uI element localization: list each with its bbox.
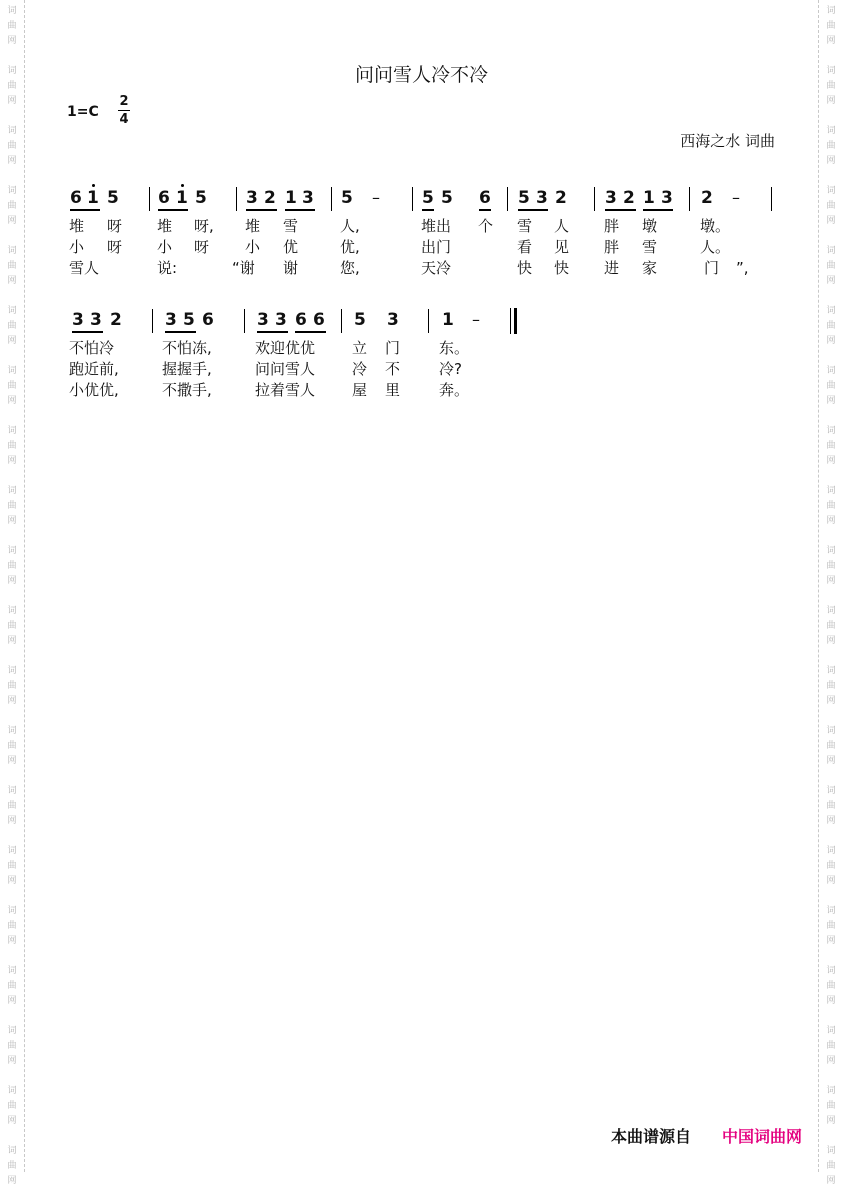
note: 2 <box>701 188 713 208</box>
watermark-char: 词 <box>826 6 836 16</box>
watermark-char: 网 <box>826 756 836 766</box>
watermark-char: 网 <box>7 696 17 706</box>
watermark-char: 曲 <box>7 861 17 871</box>
watermark-stamp <box>0 904 24 949</box>
watermark-stamp <box>0 424 24 469</box>
lyric: “谢 <box>232 259 255 277</box>
watermark-char: 网 <box>7 96 17 106</box>
watermark-char: 曲 <box>7 741 17 751</box>
watermark-char: 网 <box>7 216 17 226</box>
lyric: 握握手, <box>162 360 212 378</box>
lyric: 雪人 <box>69 259 100 277</box>
note: 5 <box>341 188 353 208</box>
watermark-stamp <box>0 544 24 589</box>
watermark-char: 词 <box>826 426 836 436</box>
lyric: 堆 <box>245 217 261 235</box>
note: 5 <box>183 310 195 330</box>
lyric: 里 <box>385 381 401 399</box>
watermark-char: 曲 <box>826 141 836 151</box>
lyric: 不 <box>385 360 401 378</box>
watermark-char: 曲 <box>826 621 836 631</box>
watermark-char: 曲 <box>826 381 836 391</box>
watermark-char: 词 <box>7 726 17 736</box>
note: 6 <box>295 310 307 330</box>
watermark-char: 词 <box>826 1146 836 1156</box>
lyric: 小 <box>245 238 261 256</box>
site-name-link[interactable]: 中国词曲网 <box>722 1127 803 1146</box>
watermark-stamp <box>0 484 24 529</box>
lyric: 不怕冻, <box>162 339 212 357</box>
time-denominator: 4 <box>119 112 129 127</box>
watermark-char: 曲 <box>826 681 836 691</box>
lyric: 问问雪人 <box>255 360 316 378</box>
lyric: 胖 <box>604 238 620 256</box>
lyric: 人 <box>554 217 570 235</box>
watermark-char: 曲 <box>826 1041 836 1051</box>
lyric: 优, <box>340 238 360 256</box>
watermark-char: 曲 <box>7 381 17 391</box>
bar-line <box>236 187 237 211</box>
watermark-char: 网 <box>826 396 836 406</box>
lyric: 出门 <box>421 238 452 256</box>
lyric: 胖 <box>604 217 620 235</box>
lyric: 见 <box>554 238 570 256</box>
lyric: 个 <box>478 217 494 235</box>
lyric: 小优优, <box>69 381 119 399</box>
bar-line <box>149 187 150 211</box>
note: 3 <box>302 188 314 208</box>
watermark-char: 曲 <box>826 861 836 871</box>
watermark-char: 网 <box>7 636 17 646</box>
watermark-char: 词 <box>7 306 17 316</box>
lyric: 不怕冷 <box>69 339 115 357</box>
watermark-char: 网 <box>826 1116 836 1126</box>
lyric: 奔。 <box>439 381 470 399</box>
lyric: 堆出 <box>421 217 452 235</box>
bar-line <box>689 187 690 211</box>
watermark-stamp <box>819 1084 843 1129</box>
watermark-char: 曲 <box>7 81 17 91</box>
watermark-char: 网 <box>826 456 836 466</box>
note: 1 <box>643 188 655 208</box>
lyric: 冷? <box>439 360 462 378</box>
watermark-stamp <box>0 124 24 169</box>
watermark-char: 网 <box>7 996 17 1006</box>
watermark-char: 曲 <box>826 801 836 811</box>
watermark-char: 曲 <box>826 1101 836 1111</box>
watermark-stamp <box>819 844 843 889</box>
song-title: 问问雪人冷不冷 <box>354 64 488 86</box>
watermark-char: 曲 <box>7 681 17 691</box>
note: 3 <box>165 310 177 330</box>
watermark-char: 词 <box>826 66 836 76</box>
watermark-char: 曲 <box>7 1041 17 1051</box>
watermark-char: 词 <box>826 906 836 916</box>
watermark-char: 词 <box>7 66 17 76</box>
watermark-char: 曲 <box>7 981 17 991</box>
watermark-char: 词 <box>826 1026 836 1036</box>
watermark-char: 词 <box>7 486 17 496</box>
note: 2 <box>110 310 122 330</box>
octave-dot <box>92 184 95 187</box>
eighth-beam <box>422 209 434 211</box>
watermark-char: 曲 <box>826 561 836 571</box>
source-label: 本曲谱源自 <box>611 1127 692 1146</box>
watermark-char: 曲 <box>7 501 17 511</box>
time-numerator: 2 <box>119 94 129 109</box>
watermark-char: 词 <box>7 846 17 856</box>
final-bar-thick <box>514 308 517 334</box>
watermark-char: 曲 <box>7 921 17 931</box>
watermark-char: 网 <box>7 36 17 46</box>
watermark-char: 网 <box>7 1056 17 1066</box>
watermark-stamp <box>819 244 843 289</box>
watermark-char: 网 <box>826 996 836 1006</box>
watermark-char: 网 <box>7 756 17 766</box>
watermark-char: 曲 <box>826 441 836 451</box>
watermark-char: 网 <box>826 636 836 646</box>
watermark-char: 网 <box>826 1176 836 1186</box>
note: 6 <box>479 188 491 208</box>
watermark-char: 词 <box>7 666 17 676</box>
lyric: 立 <box>352 339 368 357</box>
watermark-char: 曲 <box>7 141 17 151</box>
bar-line <box>428 309 429 333</box>
lyric: 谢 <box>283 259 299 277</box>
lyric: 快 <box>554 259 570 277</box>
watermark-char: 网 <box>826 576 836 586</box>
watermark-char: 曲 <box>7 201 17 211</box>
eighth-beam <box>643 209 673 211</box>
watermark-stamp <box>819 424 843 469</box>
watermark-char: 网 <box>7 936 17 946</box>
watermark-char: 曲 <box>7 561 17 571</box>
watermark-char: 词 <box>826 366 836 376</box>
note: 3 <box>661 188 673 208</box>
composer-credit: 西海之水 词曲 <box>680 132 775 150</box>
note: 6 <box>202 310 214 330</box>
note: 5 <box>422 188 434 208</box>
lyric: 门 <box>385 339 401 357</box>
bar-line <box>771 187 772 211</box>
time-signature <box>118 94 130 127</box>
watermark-stamp <box>0 604 24 649</box>
lyric: 家 <box>642 259 658 277</box>
watermark-stamp <box>819 304 843 349</box>
watermark-char: 词 <box>7 1026 17 1036</box>
eighth-beam <box>479 209 491 211</box>
watermark-char: 网 <box>7 816 17 826</box>
watermark-stamp <box>819 124 843 169</box>
watermark-stamp <box>819 724 843 769</box>
watermark-char: 网 <box>7 276 17 286</box>
watermark-char: 词 <box>7 186 17 196</box>
note: 1 <box>285 188 297 208</box>
watermark-char: 词 <box>826 966 836 976</box>
note: 3 <box>90 310 102 330</box>
note: 1 <box>87 188 99 208</box>
lyric: 雪 <box>517 217 533 235</box>
lyric: 冷 <box>352 360 368 378</box>
watermark-stamp <box>0 844 24 889</box>
octave-dot <box>181 184 184 187</box>
bar-line <box>244 309 245 333</box>
watermark-stamp <box>819 1024 843 1069</box>
watermark-char: 网 <box>7 456 17 466</box>
lyric: 墩。 <box>700 217 731 235</box>
key-signature: 1=C <box>67 104 99 120</box>
dash: – <box>472 310 480 329</box>
watermark-char: 曲 <box>826 21 836 31</box>
watermark-char: 网 <box>826 156 836 166</box>
watermark-char: 网 <box>826 936 836 946</box>
watermark-char: 网 <box>7 516 17 526</box>
watermark-char: 曲 <box>826 1161 836 1171</box>
lyric: 堆 <box>69 217 85 235</box>
watermark-char: 曲 <box>7 261 17 271</box>
watermark-stamp <box>0 244 24 289</box>
watermark-char: 网 <box>7 336 17 346</box>
bar-line <box>331 187 332 211</box>
watermark-char: 曲 <box>7 621 17 631</box>
watermark-char: 曲 <box>7 1101 17 1111</box>
right-margin-strip <box>818 0 843 1186</box>
lyric: 屋 <box>352 381 368 399</box>
lyric: 墩 <box>642 217 658 235</box>
watermark-char: 词 <box>7 6 17 16</box>
watermark-stamp <box>0 1144 24 1189</box>
note: 6 <box>313 310 325 330</box>
watermark-char: 词 <box>826 126 836 136</box>
watermark-char: 词 <box>7 966 17 976</box>
lyric: 雪 <box>283 217 299 235</box>
watermark-char: 词 <box>7 786 17 796</box>
lyric: 拉着雪人 <box>255 381 316 399</box>
lyric: 小 <box>157 238 173 256</box>
note: 3 <box>72 310 84 330</box>
eighth-beam <box>285 209 315 211</box>
watermark-stamp <box>819 364 843 409</box>
eighth-beam <box>257 331 288 333</box>
note: 3 <box>387 310 399 330</box>
watermark-char: 词 <box>7 366 17 376</box>
watermark-char: 网 <box>826 36 836 46</box>
watermark-stamp <box>0 724 24 769</box>
watermark-char: 网 <box>826 876 836 886</box>
note: 5 <box>354 310 366 330</box>
watermark-char: 词 <box>826 786 836 796</box>
watermark-stamp <box>819 964 843 1009</box>
watermark-stamp <box>819 784 843 829</box>
watermark-char: 词 <box>7 126 17 136</box>
watermark-char: 曲 <box>826 201 836 211</box>
note: 3 <box>275 310 287 330</box>
watermark-char: 词 <box>826 606 836 616</box>
watermark-stamp <box>819 184 843 229</box>
lyric: ”, <box>736 259 749 277</box>
watermark-char: 曲 <box>7 21 17 31</box>
watermark-char: 网 <box>7 396 17 406</box>
watermark-char: 网 <box>7 1116 17 1126</box>
watermark-stamp <box>819 484 843 529</box>
lyric: 呀 <box>107 217 123 235</box>
watermark-char: 网 <box>826 336 836 346</box>
lyric: 雪 <box>642 238 658 256</box>
watermark-char: 词 <box>826 186 836 196</box>
eighth-beam <box>165 331 196 333</box>
watermark-stamp <box>0 184 24 229</box>
watermark-char: 曲 <box>7 801 17 811</box>
note: 6 <box>158 188 170 208</box>
note: 5 <box>441 188 453 208</box>
watermark-char: 词 <box>826 726 836 736</box>
dash: – <box>732 188 740 207</box>
lyric: 欢迎优优 <box>255 339 316 357</box>
note: 2 <box>555 188 567 208</box>
eighth-beam <box>246 209 277 211</box>
watermark-char: 词 <box>826 306 836 316</box>
lyric: 小 <box>69 238 85 256</box>
watermark-stamp <box>819 604 843 649</box>
watermark-char: 网 <box>826 816 836 826</box>
lyric: 人。 <box>700 238 731 256</box>
watermark-char: 曲 <box>826 321 836 331</box>
eighth-beam <box>72 331 103 333</box>
watermark-char: 网 <box>7 876 17 886</box>
watermark-stamp <box>0 784 24 829</box>
dash: – <box>372 188 380 207</box>
lyric: 呀, <box>194 217 214 235</box>
watermark-char: 网 <box>826 216 836 226</box>
note: 2 <box>623 188 635 208</box>
left-margin-strip <box>0 0 25 1186</box>
watermark-char: 词 <box>7 1146 17 1156</box>
lyric: 人, <box>340 217 360 235</box>
watermark-char: 曲 <box>826 81 836 91</box>
watermark-char: 词 <box>826 666 836 676</box>
lyric: 堆 <box>157 217 173 235</box>
watermark-char: 曲 <box>7 321 17 331</box>
watermark-stamp <box>819 4 843 49</box>
watermark-char: 词 <box>7 1086 17 1096</box>
note: 2 <box>264 188 276 208</box>
watermark-char: 词 <box>7 906 17 916</box>
watermark-char: 词 <box>826 546 836 556</box>
final-bar-thin <box>510 308 511 334</box>
watermark-char: 词 <box>826 1086 836 1096</box>
lyric: 优 <box>283 238 299 256</box>
note: 6 <box>70 188 82 208</box>
watermark-stamp <box>819 904 843 949</box>
watermark-char: 曲 <box>826 501 836 511</box>
note: 5 <box>518 188 530 208</box>
watermark-char: 曲 <box>826 741 836 751</box>
watermark-char: 网 <box>7 576 17 586</box>
watermark-char: 网 <box>826 1056 836 1066</box>
eighth-beam <box>158 209 188 211</box>
watermark-stamp <box>819 1144 843 1189</box>
watermark-char: 词 <box>826 246 836 256</box>
lyric: 天冷 <box>421 259 452 277</box>
eighth-beam <box>518 209 548 211</box>
watermark-char: 词 <box>7 246 17 256</box>
note: 5 <box>195 188 207 208</box>
bar-line <box>341 309 342 333</box>
watermark-char: 曲 <box>826 261 836 271</box>
eighth-beam <box>70 209 100 211</box>
eighth-beam <box>605 209 636 211</box>
lyric: 呀 <box>194 238 210 256</box>
eighth-beam <box>295 331 326 333</box>
lyric: 呀 <box>107 238 123 256</box>
watermark-stamp <box>0 364 24 409</box>
watermark-stamp <box>0 4 24 49</box>
watermark-char: 曲 <box>7 1161 17 1171</box>
lyric: 说: <box>157 259 178 277</box>
watermark-stamp <box>819 544 843 589</box>
note: 3 <box>605 188 617 208</box>
lyric: 进 <box>604 259 620 277</box>
watermark-char: 网 <box>826 276 836 286</box>
watermark-char: 网 <box>7 1176 17 1186</box>
lyric: 快 <box>517 259 533 277</box>
lyric: 门 <box>704 259 720 277</box>
lyric: 看 <box>517 238 533 256</box>
watermark-char: 曲 <box>7 441 17 451</box>
note: 3 <box>536 188 548 208</box>
watermark-char: 曲 <box>826 921 836 931</box>
watermark-stamp <box>819 664 843 709</box>
note: 3 <box>257 310 269 330</box>
lyric: 跑近前, <box>69 360 119 378</box>
watermark-char: 词 <box>7 606 17 616</box>
watermark-stamp <box>0 1084 24 1129</box>
watermark-char: 网 <box>826 96 836 106</box>
lyric: 您, <box>340 259 360 277</box>
watermark-stamp <box>0 964 24 1009</box>
bar-line <box>507 187 508 211</box>
watermark-char: 曲 <box>826 981 836 991</box>
watermark-stamp <box>0 1024 24 1069</box>
lyric: 东。 <box>439 339 470 357</box>
watermark-char: 词 <box>7 426 17 436</box>
bar-line <box>594 187 595 211</box>
note: 5 <box>107 188 119 208</box>
watermark-char: 网 <box>7 156 17 166</box>
lyric: 不撒手, <box>162 381 212 399</box>
watermark-stamp <box>0 664 24 709</box>
note: 3 <box>246 188 258 208</box>
note: 1 <box>442 310 454 330</box>
watermark-stamp <box>0 304 24 349</box>
watermark-char: 词 <box>826 486 836 496</box>
bar-line <box>152 309 153 333</box>
watermark-char: 词 <box>7 546 17 556</box>
note: 1 <box>176 188 188 208</box>
watermark-char: 词 <box>826 846 836 856</box>
bar-line <box>412 187 413 211</box>
watermark-char: 网 <box>826 516 836 526</box>
watermark-char: 网 <box>826 696 836 706</box>
